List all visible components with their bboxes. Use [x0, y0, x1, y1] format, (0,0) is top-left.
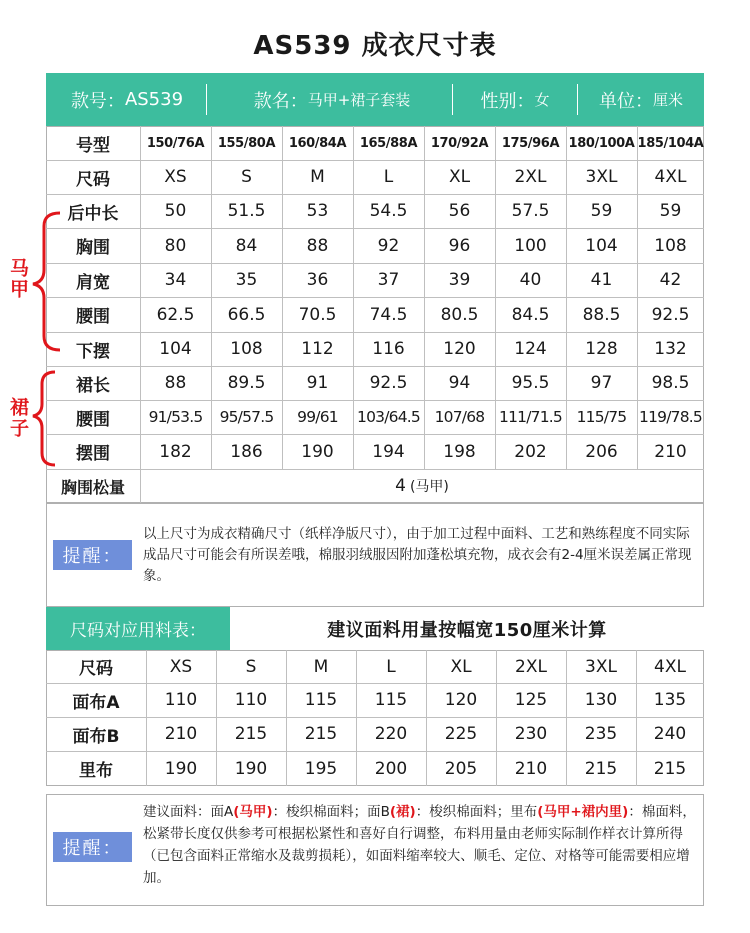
grid-line	[566, 650, 567, 786]
row-label: 腰围	[76, 307, 110, 327]
fabric-cell: 110	[234, 690, 268, 710]
table-cell: 186	[230, 441, 263, 462]
fabric-header-text: 尺码对应用料表：	[70, 621, 206, 641]
grid-line	[211, 126, 212, 469]
table-cell: 57.5	[511, 201, 550, 221]
table-cell: 100	[514, 235, 547, 256]
table-cell: 36	[306, 270, 329, 290]
reminder-text-2	[143, 801, 698, 889]
gender-value: 女	[534, 91, 550, 109]
grid-line	[426, 650, 427, 786]
row-label: 肩宽	[76, 272, 110, 293]
table-cell: S	[241, 167, 252, 187]
table-cell: XL	[448, 167, 471, 187]
table-cell: 104	[159, 339, 192, 359]
table-cell: 59	[659, 201, 682, 221]
unit-value: 厘米	[652, 91, 683, 109]
row-label: 腰围	[76, 409, 110, 430]
grid-line	[46, 469, 704, 470]
grid-line	[356, 650, 357, 786]
table-cell: 116	[372, 339, 405, 359]
table-cell: 62.5	[156, 304, 195, 325]
table-cell: 80.5	[440, 304, 479, 325]
table-cell: 39	[448, 270, 471, 290]
table-cell: 66.5	[227, 304, 266, 325]
fabric-cell: 210	[164, 724, 198, 744]
table-cell: 40	[519, 270, 542, 290]
grid-line	[46, 434, 704, 435]
ease-value-cell	[140, 469, 704, 503]
divider	[452, 84, 453, 115]
unit	[580, 73, 702, 126]
grid-line	[286, 650, 287, 786]
grid-line	[46, 263, 704, 264]
fabric-cell: 2XL	[515, 656, 547, 677]
side-brackets	[0, 0, 80, 470]
fabric-cell: S	[245, 656, 257, 677]
table-cell: 124	[514, 339, 547, 359]
style-no-label: 款号：	[70, 90, 125, 112]
fabric-cell: XS	[169, 656, 193, 677]
table-cell: 92.5	[369, 373, 408, 393]
fabric-cell: 110	[164, 690, 198, 710]
style-no-value: AS539	[124, 89, 184, 110]
table-cell: 206	[585, 441, 618, 462]
grid-line	[282, 126, 283, 469]
fabric-cell: 120	[444, 690, 478, 710]
table-cell: 92	[377, 235, 400, 256]
table-cell: 150/76A	[146, 135, 205, 151]
style-name-value: 马甲+裙子套装	[307, 91, 411, 109]
skirt-bracket	[33, 372, 55, 465]
grid-line	[216, 650, 217, 786]
ease-note: (马甲)	[409, 479, 449, 495]
fabric-row-label: 面布B	[72, 726, 120, 747]
grid-line	[46, 717, 704, 718]
ease-label: 胸围松量	[60, 477, 125, 497]
fabric-cell: 240	[653, 724, 687, 744]
unit-label: 单位：	[598, 90, 653, 112]
table-cell: 194	[372, 441, 405, 462]
reminder-button-2: 提醒：	[53, 832, 132, 862]
table-cell: 210	[654, 441, 687, 462]
fabric-cell: 4XL	[654, 656, 686, 677]
table-cell: M	[310, 167, 325, 187]
table-cell: 107/68	[434, 408, 485, 426]
gender-label: 性别：	[480, 90, 535, 112]
grid-line	[46, 297, 704, 298]
table-cell: 54.5	[369, 201, 408, 221]
grid-line	[495, 126, 496, 469]
fabric-cell: 215	[584, 758, 618, 779]
fabric-cell: 235	[584, 724, 618, 744]
table-cell: 111/71.5	[499, 408, 562, 426]
fabric-cell: 225	[444, 724, 478, 744]
reminder-text: 以上尺寸为成衣精确尺寸（纸样净版尺寸），由于加工过程中面料、工艺和熟练程度不同实际成品尺寸可能会有所误差哦，棉服羽绒服因附加蓬松填充物，成衣会有2-4厘米误差属正常现象。	[143, 526, 692, 584]
table-cell: 108	[654, 235, 687, 256]
table-cell: 182	[159, 441, 192, 462]
fabric-cell: 210	[514, 758, 548, 779]
note-part: ：梭织棉面料；面B	[272, 804, 390, 820]
grid-line	[46, 751, 704, 752]
fabric-header-label	[46, 607, 230, 650]
table-cell: 59	[590, 201, 613, 221]
row-label: 下摆	[76, 341, 110, 362]
fabric-cell: 115	[374, 690, 408, 710]
table-cell: 35	[235, 270, 258, 290]
fabric-cell: 115	[304, 690, 338, 710]
fabric-cell: 215	[304, 724, 338, 744]
grid-line	[146, 650, 147, 786]
table-cell: 34	[164, 270, 187, 290]
table-cell: 89.5	[227, 373, 266, 393]
table-cell: 96	[448, 235, 471, 256]
fabric-cell: 215	[234, 724, 268, 744]
fabric-cell: 200	[374, 758, 408, 779]
grid-line	[46, 160, 704, 161]
grid-line	[46, 194, 704, 195]
note-red: (马甲+裙内里)	[537, 804, 629, 820]
table-cell: 95.5	[511, 373, 550, 393]
fabric-cell: 3XL	[585, 656, 617, 677]
note-red: (马甲)	[233, 804, 273, 820]
note-part: 建议面料：面A	[143, 804, 234, 820]
row-label: 后中长	[67, 203, 119, 224]
table-cell: 155/80A	[217, 135, 276, 151]
table-cell: 132	[654, 339, 687, 359]
skirt-label-text: 裙子	[7, 397, 29, 439]
fabric-header-note	[230, 607, 704, 650]
grid-line	[424, 126, 425, 469]
fabric-cell: 205	[444, 758, 478, 779]
table-cell: 4XL	[654, 167, 687, 187]
grid-line	[46, 332, 704, 333]
table-cell: 119/78.5	[639, 408, 702, 426]
fabric-cell: M	[313, 656, 329, 677]
fabric-row-label: 里布	[79, 761, 113, 781]
table-cell: 88.5	[582, 304, 621, 325]
fabric-row-label: 面布A	[72, 692, 120, 713]
fabric-cell: 230	[514, 724, 548, 744]
divider	[206, 84, 207, 115]
divider	[577, 84, 578, 115]
table-cell: 50	[164, 201, 187, 221]
note-part: ：梭织棉面料；里布	[415, 804, 538, 820]
vest-bracket	[33, 213, 60, 350]
table-cell: 84	[235, 235, 258, 256]
fabric-cell: 125	[514, 690, 548, 710]
table-cell: 92.5	[651, 304, 690, 325]
table-cell: 51.5	[227, 201, 266, 221]
page-title: AS539 成衣尺寸表	[253, 31, 497, 61]
table-cell: 3XL	[585, 167, 618, 187]
style-name-label: 款名：	[253, 90, 308, 112]
table-cell: 103/64.5	[357, 408, 420, 426]
table-cell: 185/104A	[637, 135, 704, 151]
table-cell: 115/75	[576, 408, 627, 426]
style-name	[212, 73, 452, 126]
fabric-cell: 190	[164, 758, 198, 779]
fabric-cell: L	[386, 656, 396, 677]
fabric-cell: 130	[584, 690, 618, 710]
grid-line	[353, 126, 354, 469]
table-cell: 160/84A	[288, 135, 347, 151]
table-cell: 42	[659, 270, 682, 290]
row-label: 胸围	[76, 238, 110, 258]
table-cell: 190	[301, 441, 334, 462]
table-cell: 88	[164, 373, 187, 393]
grid-line	[637, 126, 638, 469]
grid-line	[636, 650, 637, 786]
grid-line	[566, 126, 567, 469]
grid-line	[46, 228, 704, 229]
table-cell: 99/61	[297, 408, 338, 426]
grid-line	[46, 683, 704, 684]
table-cell: 56	[448, 201, 471, 221]
table-cell: 53	[306, 201, 329, 221]
note-red: (裙)	[389, 804, 416, 820]
table-cell: 70.5	[298, 304, 337, 325]
table-cell: 170/92A	[430, 135, 489, 151]
grid-line	[496, 650, 497, 786]
gender	[454, 73, 576, 126]
row-label: 裙长	[76, 375, 110, 396]
reminder-button: 提醒：	[53, 540, 132, 570]
table-cell: 88	[306, 235, 329, 256]
grid-line	[46, 366, 704, 367]
table-cell: 108	[230, 339, 263, 359]
note-part: ：棉面料，松紧带长度仅供参考可根据松紧性和喜好自行调整，布料用量由老师实际制作样衣计算所得（已包含面料正常缩水及裁剪损耗），如面料缩率较大、顺毛、定位、对格等可能需要相应增加。	[143, 804, 696, 886]
fabric-cell: 190	[234, 758, 268, 779]
table-cell: 94	[448, 373, 471, 393]
table-cell: 80	[164, 235, 187, 256]
row-label: 摆围	[76, 444, 110, 464]
table-cell: 91/53.5	[148, 408, 203, 426]
table-cell: 175/96A	[501, 135, 560, 151]
table-cell: L	[383, 167, 394, 187]
table-cell: 97	[590, 373, 613, 393]
row-label: 号型	[76, 135, 110, 156]
table-cell: 2XL	[514, 167, 547, 187]
table-cell: 95/57.5	[219, 408, 274, 426]
fabric-cell: 220	[374, 724, 408, 744]
ease-value: 4	[395, 476, 406, 496]
vest-label-text: 马甲	[7, 258, 29, 300]
row-label: 尺码	[76, 169, 110, 190]
table-cell: 180/100A	[568, 135, 635, 151]
table-cell: 198	[443, 441, 476, 462]
fabric-header-note-text: 建议面料用量按幅宽150厘米计算	[327, 619, 607, 641]
table-cell: 37	[377, 270, 400, 290]
table-cell: 120	[443, 339, 476, 359]
table-cell: 84.5	[511, 304, 550, 325]
table-cell: 104	[585, 235, 618, 256]
fabric-cell: 195	[304, 758, 338, 779]
table-cell: 165/88A	[359, 135, 418, 151]
grid-line	[140, 126, 141, 503]
fabric-row-label: 尺码	[79, 659, 113, 679]
fabric-cell: 135	[653, 690, 687, 710]
info-bar	[46, 73, 704, 126]
grid-line	[46, 400, 704, 401]
table-cell: 112	[301, 339, 334, 359]
table-cell: 74.5	[369, 304, 408, 325]
fabric-cell: 215	[653, 758, 687, 779]
table-cell: 98.5	[651, 373, 690, 393]
table-cell: 128	[585, 339, 618, 359]
fabric-cell: XL	[450, 656, 472, 677]
table-cell: 91	[306, 373, 329, 393]
table-cell: XS	[164, 167, 187, 187]
table-cell: 202	[514, 441, 547, 462]
table-cell: 41	[590, 270, 613, 290]
